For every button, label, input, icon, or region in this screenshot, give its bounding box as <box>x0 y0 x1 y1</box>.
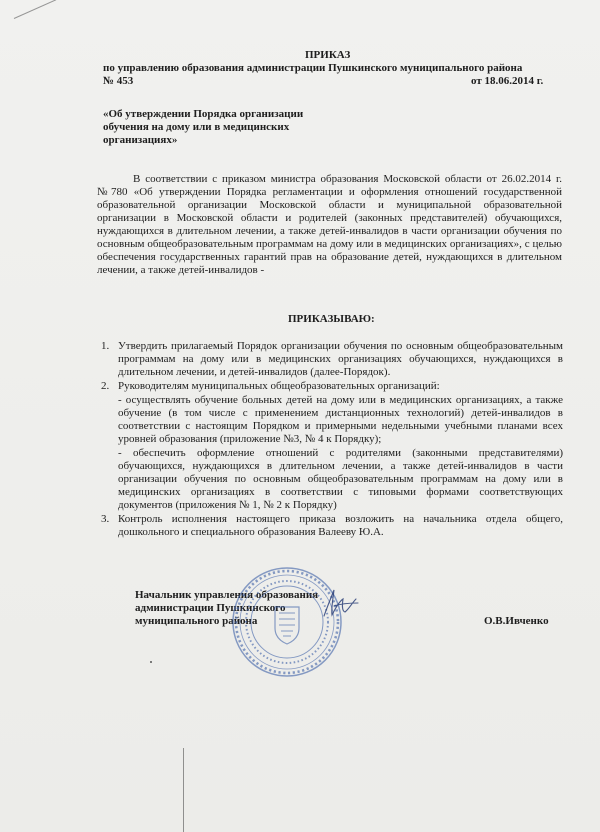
order-number: № 453 <box>103 75 134 87</box>
document-title: ПРИКАЗ <box>305 49 351 61</box>
signatory-title-1: Начальник управления образования <box>135 589 319 601</box>
list-item: 1. Утвердить прилагаемый Порядок организации обучения по основным общеобразовательным программам на дому или в медицинских организациях обучающихся, нуждающихся в длительном лечении, и детей-инвалидов (далее-Порядок). <box>101 340 563 378</box>
ink-speck <box>150 661 152 663</box>
preamble-paragraph: В соответствии с приказом министра образования Московской области от 26.02.2014 г. №780 «Об утверждении Порядка регламентации и оформления отношений государственной образовательной организации Московской области и муниципальной образовательной организации в Московской области и родителей (законных представителей) обучающихся, нуждающихся в длительном лечении, а также детей-инвалидов в части организации обучения по основным общеобразовательным программам на дому или в медицинских организациях», с целью обеспечения государственных гарантий прав на образование детей, нуждающихся в длительном лечении, а также детей-инвалидов - <box>97 173 562 276</box>
list-item: - осуществлять обучение больных детей на дому или в медицинских организациях, а также обучение (в том числе с применением дистанционных технологий) детей-инвалидов в соответствии с настоящим Порядком и примерными недельными учебными планами всех уровней образования (приложение №3, № 4 к Порядку); <box>118 394 563 445</box>
official-stamp-icon <box>230 565 344 679</box>
scan-mark <box>14 0 56 19</box>
signatory-title-3: муниципального района <box>135 615 258 627</box>
order-items-list <box>101 340 563 540</box>
subject-line-3: организациях» <box>103 134 178 146</box>
handwritten-signature-icon <box>318 586 364 622</box>
signatory-title-2: администрации Пушкинского <box>135 602 286 614</box>
list-item: 3. Контроль исполнения настоящего приказа возложить на начальника отдела общего, дошкольного и специального образования Валееву Ю.А. <box>101 513 563 538</box>
list-item: 2. Руководителям муниципальных общеобразовательных организаций: <box>101 380 440 392</box>
order-heading: ПРИКАЗЫВАЮ: <box>288 313 375 325</box>
list-item: - обеспечить оформление отношений с родителями (законными представителями) обучающихся, нуждающихся в длительном лечении, а также детей-инвалидов в части организации обучения по основным общеобразовательным программам на дому или в медицинских организациях в соответствии с типовыми формами соответствующих документов (приложения № 1, № 2 к Порядку) <box>118 447 563 511</box>
issuer-line: по управлению образования администрации Пушкинского муниципального района <box>103 62 523 74</box>
subject-line-2: обучения на дому или в медицинских <box>103 121 290 133</box>
order-date: от 18.06.2014 г. <box>471 75 544 87</box>
scan-edge-line <box>183 748 184 832</box>
signatory-name: О.В.Ивченко <box>484 615 549 627</box>
subject-line-1: «Об утверждении Порядка организации <box>103 108 304 120</box>
